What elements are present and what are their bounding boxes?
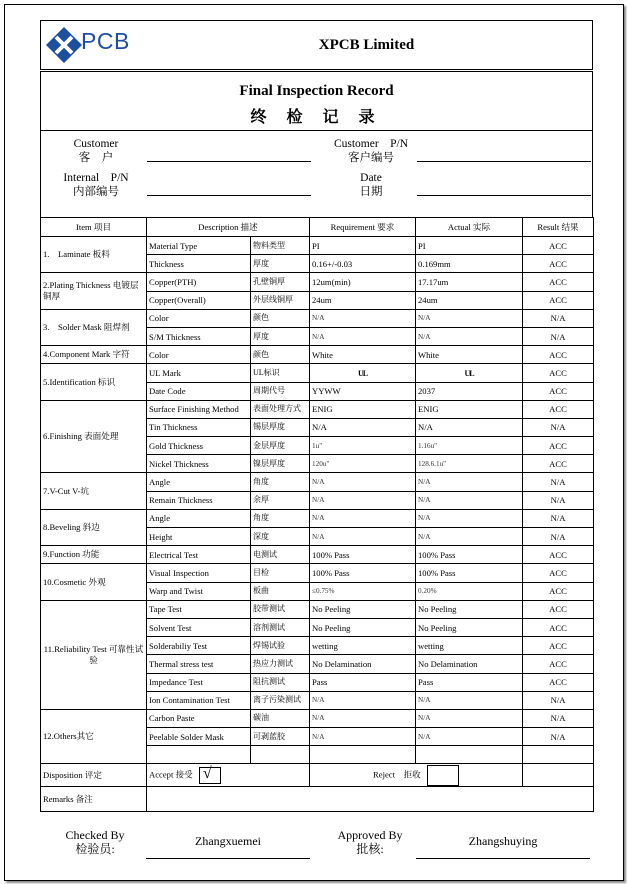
customer-label: Customer 客 户	[73, 138, 119, 164]
description-zh: 孔壁铜厚	[251, 273, 310, 291]
requirement-cell: N/A	[310, 473, 416, 491]
table-row	[41, 509, 594, 527]
inspection-table	[40, 217, 594, 812]
table-row	[41, 346, 594, 364]
title-box	[40, 71, 593, 131]
description-zh: 物料类型	[251, 237, 310, 255]
actual-cell: N/A	[416, 691, 523, 709]
description-en: UL Mark	[147, 364, 251, 382]
item-cell: 1. Laminate 板料	[41, 237, 147, 273]
actual-cell: N/A	[416, 728, 523, 746]
description-zh: 胶带测试	[251, 600, 310, 618]
requirement-cell: No Peeling	[310, 618, 416, 636]
requirement-cell: White	[310, 346, 416, 364]
result-cell: N/A	[523, 709, 594, 727]
checked-by-line	[146, 858, 310, 859]
logo-text: PCB	[81, 28, 130, 54]
item-cell: 3. Solder Mask 阻焊剂	[41, 309, 147, 345]
customer-pn-field[interactable]	[417, 161, 591, 162]
internal-pn-field[interactable]	[147, 195, 311, 196]
table-row	[41, 400, 594, 418]
description-en: Nickel Thickness	[147, 455, 251, 473]
result-cell: ACC	[523, 400, 594, 418]
description-en: Thermal stress test	[147, 655, 251, 673]
description-en: Material Type	[147, 237, 251, 255]
result-cell: ACC	[523, 382, 594, 400]
actual-cell: 17.17um	[416, 273, 523, 291]
actual-cell: 1.16u"	[416, 437, 523, 455]
description-zh	[251, 746, 310, 764]
item-cell: 4.Component Mark 字符	[41, 346, 147, 364]
description-zh: 离子污染测试	[251, 691, 310, 709]
description-zh: 热应力测试	[251, 655, 310, 673]
remarks-row	[41, 787, 594, 812]
actual-cell: No Delamination	[416, 655, 523, 673]
result-cell: N/A	[523, 327, 594, 345]
disposition-row	[41, 764, 594, 787]
customer-pn-label: Customer P/N 客户编号	[333, 138, 409, 164]
item-cell: 8.Beveling 斜边	[41, 509, 147, 545]
description-zh: 深度	[251, 528, 310, 546]
requirement-cell	[310, 364, 416, 382]
result-cell: ACC	[523, 291, 594, 309]
description-zh: 电测试	[251, 546, 310, 564]
description-en: Surface Finishing Method	[147, 400, 251, 418]
actual-cell: N/A	[416, 491, 523, 509]
description-en: Solvent Test	[147, 618, 251, 636]
result-cell: ACC	[523, 364, 594, 382]
requirement-cell: N/A	[310, 528, 416, 546]
description-en: Carbon Paste	[147, 709, 251, 727]
title-english: Final Inspection Record	[239, 83, 394, 99]
description-zh: 可剥蓝胶	[251, 728, 310, 746]
requirement-cell: N/A	[310, 728, 416, 746]
accept-label: Accept 接受	[149, 769, 193, 780]
table-row	[41, 709, 594, 727]
requirement-cell: N/A	[310, 418, 416, 436]
description-en: Remain Thickness	[147, 491, 251, 509]
signature-section	[40, 826, 593, 866]
actual-cell: 24um	[416, 291, 523, 309]
actual-cell: 100% Pass	[416, 546, 523, 564]
requirement-cell: Pass	[310, 673, 416, 691]
requirement-cell: 100% Pass	[310, 564, 416, 582]
requirement-cell: No Delamination	[310, 655, 416, 673]
approved-by-line	[416, 858, 590, 859]
table-row	[41, 237, 594, 255]
result-cell: ACC	[523, 582, 594, 600]
item-cell: 9.Function 功能	[41, 546, 147, 564]
reject-checkbox[interactable]	[427, 765, 459, 786]
item-cell: 10.Cosmetic 外观	[41, 564, 147, 600]
actual-cell: No Peeling	[416, 618, 523, 636]
actual-cell	[416, 364, 523, 382]
internal-pn-label: Internal P/N 内部编号	[63, 172, 129, 198]
actual-cell: N/A	[416, 418, 523, 436]
result-cell: ACC	[523, 655, 594, 673]
ul-mark-icon: UL	[357, 368, 368, 378]
requirement-cell: N/A	[310, 327, 416, 345]
accept-checkbox[interactable]	[199, 764, 221, 784]
item-cell: 2.Plating Thickness 电镀层铜厚	[41, 273, 147, 309]
table-row	[41, 564, 594, 582]
document-page	[4, 4, 624, 881]
result-cell: ACC	[523, 546, 594, 564]
result-cell: N/A	[523, 728, 594, 746]
result-cell: ACC	[523, 637, 594, 655]
header	[40, 21, 593, 70]
table-row	[41, 364, 594, 382]
customer-field[interactable]	[147, 161, 311, 162]
actual-cell: N/A	[416, 473, 523, 491]
table-row	[41, 273, 594, 291]
description-zh: 厚度	[251, 327, 310, 345]
company-name: XPCB Limited	[318, 37, 415, 53]
checked-by-label: Checked By 检验员:	[65, 828, 125, 856]
description-zh: 余厚	[251, 491, 310, 509]
requirement-cell: 100% Pass	[310, 546, 416, 564]
item-cell: 11.Reliability Test 可靠性试验	[41, 600, 147, 709]
actual-cell: N/A	[416, 528, 523, 546]
result-cell: N/A	[523, 691, 594, 709]
description-en: Color	[147, 346, 251, 364]
requirement-cell: ENIG	[310, 400, 416, 418]
requirement-cell: YYWW	[310, 382, 416, 400]
actual-cell: 0.20%	[416, 582, 523, 600]
result-cell: ACC	[523, 564, 594, 582]
requirement-cell: N/A	[310, 691, 416, 709]
result-cell: ACC	[523, 255, 594, 273]
actual-cell: 2037	[416, 382, 523, 400]
requirement-cell: N/A	[310, 309, 416, 327]
requirement-cell: No Peeling	[310, 600, 416, 618]
actual-cell: 128.6.1u"	[416, 455, 523, 473]
description-en: Impedance Test	[147, 673, 251, 691]
item-cell: 5.Identification 标识	[41, 364, 147, 400]
description-zh: UL标识	[251, 364, 310, 382]
title-chinese: 终 检 记 录	[250, 109, 383, 126]
description-en: Tape Test	[147, 600, 251, 618]
item-cell: 7.V-Cut V-坑	[41, 473, 147, 509]
description-zh: 周期代号	[251, 382, 310, 400]
result-cell: N/A	[523, 491, 594, 509]
check-icon: √	[202, 764, 212, 782]
actual-cell: N/A	[416, 709, 523, 727]
description-en: Warp and Twist	[147, 582, 251, 600]
result-cell: ACC	[523, 346, 594, 364]
result-cell: ACC	[523, 437, 594, 455]
description-zh: 颜色	[251, 309, 310, 327]
col-item: Item 项目	[41, 218, 147, 237]
description-zh: 目检	[251, 564, 310, 582]
actual-cell: Pass	[416, 673, 523, 691]
result-cell: ACC	[523, 618, 594, 636]
description-zh: 板曲	[251, 582, 310, 600]
actual-cell	[416, 746, 523, 764]
description-zh: 焊锡试验	[251, 637, 310, 655]
description-zh: 锡层厚度	[251, 418, 310, 436]
description-en: Angle	[147, 473, 251, 491]
description-en: Peelable Solder Mask	[147, 728, 251, 746]
table-header-row	[41, 218, 594, 237]
result-cell: ACC	[523, 600, 594, 618]
description-en: Angle	[147, 509, 251, 527]
col-description: Description 描述	[147, 218, 310, 237]
result-cell: ACC	[523, 237, 594, 255]
description-en: Height	[147, 528, 251, 546]
requirement-cell: 0.16+/-0.03	[310, 255, 416, 273]
accept-cell	[147, 764, 310, 787]
description-en: Copper(PTH)	[147, 273, 251, 291]
col-result: Result 结果	[523, 218, 594, 237]
result-cell: N/A	[523, 418, 594, 436]
description-en: Date Code	[147, 382, 251, 400]
description-zh: 厚度	[251, 255, 310, 273]
description-zh: 阻抗测试	[251, 673, 310, 691]
requirement-cell: N/A	[310, 709, 416, 727]
actual-cell: ENIG	[416, 400, 523, 418]
disposition-label: Disposition 评定	[41, 764, 147, 787]
description-en: Electrical Test	[147, 546, 251, 564]
requirement-cell: 24um	[310, 291, 416, 309]
result-cell: ACC	[523, 273, 594, 291]
requirement-cell: 12um(min)	[310, 273, 416, 291]
approved-by-name: Zhangshuying	[468, 834, 538, 848]
table-row	[41, 309, 594, 327]
col-actual: Actual 实际	[416, 218, 523, 237]
description-en: Thickness	[147, 255, 251, 273]
description-en	[147, 746, 251, 764]
remarks-field[interactable]	[147, 787, 594, 812]
table-row	[41, 473, 594, 491]
actual-cell: White	[416, 346, 523, 364]
result-cell: N/A	[523, 509, 594, 527]
description-en: Color	[147, 309, 251, 327]
disposition-blank	[523, 764, 594, 787]
ul-mark-icon: UL	[464, 368, 474, 378]
table-row	[41, 546, 594, 564]
result-cell: N/A	[523, 309, 594, 327]
remarks-label: Remarks 备注	[41, 787, 147, 812]
actual-cell: N/A	[416, 509, 523, 527]
description-zh: 角度	[251, 509, 310, 527]
date-label: Date 日期	[359, 172, 383, 198]
inspection-sheet	[40, 20, 593, 856]
requirement-cell: PI	[310, 237, 416, 255]
requirement-cell: wetting	[310, 637, 416, 655]
description-zh: 角度	[251, 473, 310, 491]
description-zh: 颜色	[251, 346, 310, 364]
result-cell: N/A	[523, 528, 594, 546]
description-en: Copper(Overall)	[147, 291, 251, 309]
description-zh: 金层厚度	[251, 437, 310, 455]
requirement-cell: 120u"	[310, 455, 416, 473]
requirement-cell: 1u"	[310, 437, 416, 455]
actual-cell: No Peeling	[416, 600, 523, 618]
item-cell: 12.Others其它	[41, 709, 147, 764]
actual-cell: wetting	[416, 637, 523, 655]
description-zh: 溶剂测试	[251, 618, 310, 636]
reject-label: Reject 拒收	[373, 769, 421, 780]
description-en: Tin Thickness	[147, 418, 251, 436]
date-field[interactable]	[417, 195, 591, 196]
checked-by-name: Zhangxuemei	[195, 834, 261, 848]
info-section	[40, 129, 593, 217]
description-zh: 外层线铜厚	[251, 291, 310, 309]
requirement-cell: N/A	[310, 509, 416, 527]
table-row	[41, 600, 594, 618]
description-zh: 碳油	[251, 709, 310, 727]
description-en: Ion Contamination Test	[147, 691, 251, 709]
description-en: Solderabiliy Test	[147, 637, 251, 655]
description-en: Gold Thickness	[147, 437, 251, 455]
col-requirement: Requirement 要求	[310, 218, 416, 237]
result-cell	[523, 746, 594, 764]
reject-cell	[310, 764, 523, 787]
result-cell: ACC	[523, 455, 594, 473]
actual-cell: N/A	[416, 327, 523, 345]
description-zh: 表面处理方式	[251, 400, 310, 418]
description-zh: 镍层厚度	[251, 455, 310, 473]
description-en: S/M Thickness	[147, 327, 251, 345]
actual-cell: 100% Pass	[416, 564, 523, 582]
actual-cell: 0.169mm	[416, 255, 523, 273]
description-en: Visual Inspection	[147, 564, 251, 582]
result-cell: N/A	[523, 473, 594, 491]
actual-cell: PI	[416, 237, 523, 255]
requirement-cell	[310, 746, 416, 764]
actual-cell: N/A	[416, 309, 523, 327]
requirement-cell: ≤0.75%	[310, 582, 416, 600]
approved-by-label: Approved By 批核:	[337, 828, 403, 856]
requirement-cell: N/A	[310, 491, 416, 509]
item-cell: 6.Finishing 表面处理	[41, 400, 147, 473]
result-cell: ACC	[523, 673, 594, 691]
